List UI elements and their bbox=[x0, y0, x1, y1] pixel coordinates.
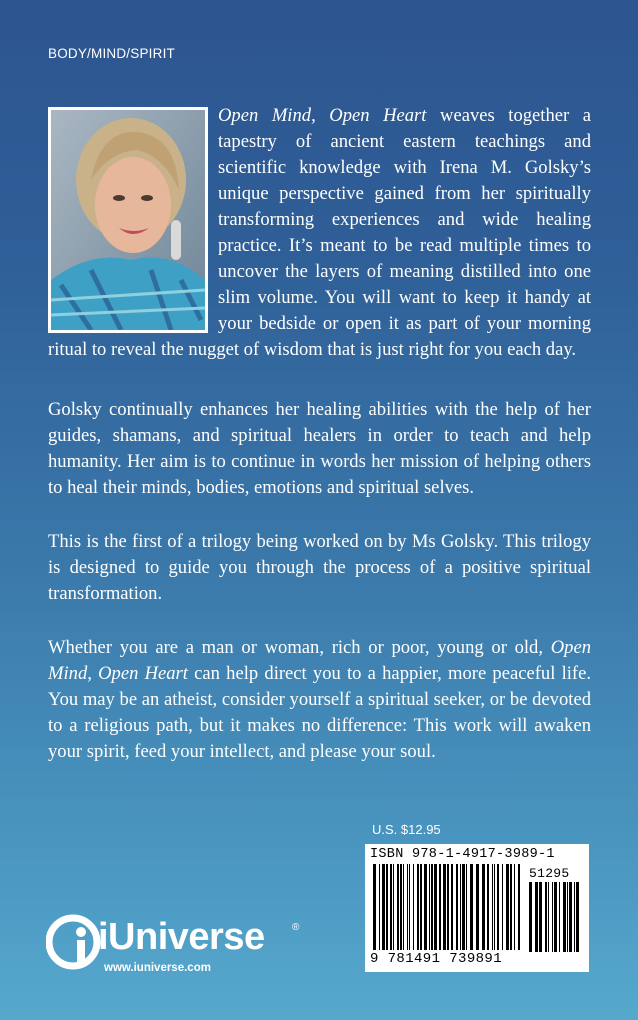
registered-mark: ® bbox=[292, 922, 300, 933]
description-paragraph-3: This is the first of a trilogy being worked on by Ms Golsky. This trilogy is designed to guide you through the process of a positive spiritual transformation. bbox=[48, 531, 591, 604]
description-text-1: weaves together a tapestry of ancient eastern teachings and scientific knowledge with Irena M. Golsky’s unique perspective gained from her spiritually transforming experiences and wide healing practice. It’s meant to be read multiple times to uncover the layers of meaning distilled into one slim volume. You will want to keep it handy at your bedside or open it as part of your morning ritual to reveal the nugget of wisdom that is just right for you each day. bbox=[48, 105, 591, 360]
description-text-4b: can help direct you to a happier, more peaceful life. You may be an atheist, consider yourself a spiritual seeker, or be devoted to a religious path, but it makes no difference: This work will awaken your spirit, feed your intellect, and please your soul. bbox=[48, 663, 591, 762]
barcode-addon-bars bbox=[529, 882, 583, 966]
description-text-4a: Whether you are a man or woman, rich or poor, young or old, bbox=[48, 637, 551, 658]
publisher-logo bbox=[46, 914, 306, 984]
isbn-text: ISBN 978-1-4917-3989-1 bbox=[370, 847, 555, 862]
description-paragraph-2: Golsky continually enhances her healing abilities with the help of her guides, shamans, and spiritual healers in order to teach and help humanity. Her aim is to continue in words her mission of helping others to heal their minds, bodies, emotions and spiritual selves. bbox=[48, 399, 591, 498]
publisher-name: iUniverse bbox=[98, 916, 265, 958]
description-paragraph-4 bbox=[48, 635, 591, 765]
description-paragraph-1 bbox=[48, 103, 591, 363]
publisher-url: www.iuniverse.com bbox=[104, 962, 211, 974]
barcode-addon-number: 51295 bbox=[529, 866, 570, 881]
barcode bbox=[365, 844, 589, 972]
barcode-bars bbox=[373, 864, 523, 950]
category-label: BODY/MIND/SPIRIT bbox=[48, 46, 175, 61]
book-title-inline: Open Mind, Open Heart bbox=[48, 637, 591, 684]
barcode-digits: 9 781491 739891 bbox=[370, 951, 503, 967]
price-label: U.S. $12.95 bbox=[372, 822, 441, 837]
iuniverse-mark-icon bbox=[46, 914, 102, 970]
book-title: Open Mind, Open Heart bbox=[218, 105, 427, 126]
